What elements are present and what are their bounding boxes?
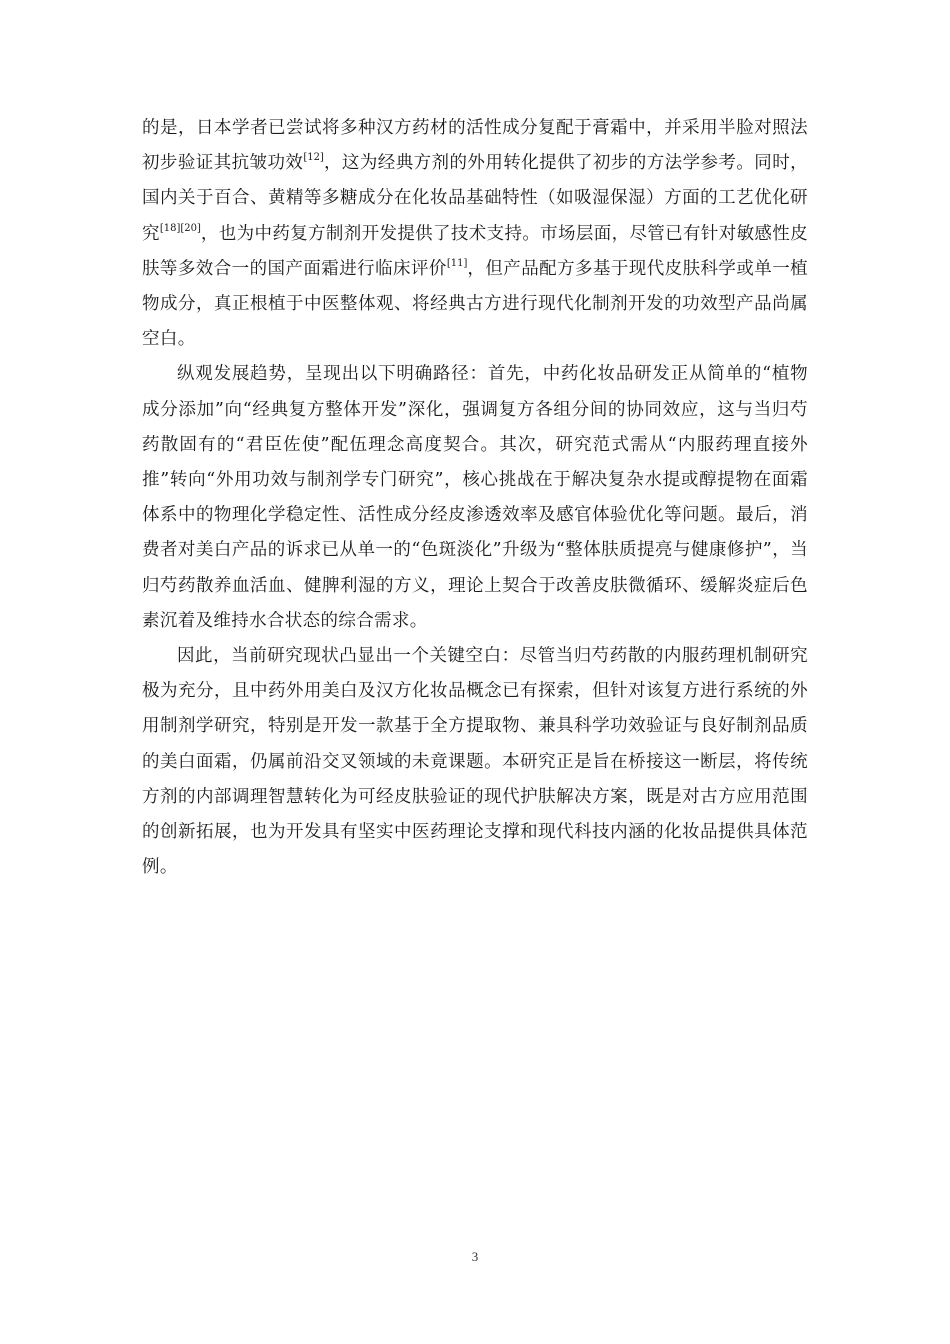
paragraph-2	[142, 357, 808, 639]
paragraph-text: 因此，当前研究现状凸显出一个关键空白：尽管当归芍药散的内服药理机制研究极为充分，且中药外用美白及汉方化妆品概念已有探索，但针对该复方进行系统的外用制剂学研究，特别是开发一款基于全方提取物、兼具科学功效验证与良好制剂品质的美白面霜，仍属前沿交叉领域的未竟课题。本研究正是旨在桥接这一断层，将传统方剂的内部调理智慧转化为可经皮肤验证的现代护肤解决方案，既是对古方应用范围的创新拓展，也为开发具有坚实中医药理论支撑和现代科技内涵的化妆品提供具体范例。	[142, 646, 808, 878]
paragraph-text: 纵观发展趋势，呈现出以下明确路径：首先，中药化妆品研发正从简单的“植物成分添加”向“经典复方整体开发”深化，强调复方各组分间的协同效应，这与当归芍药散固有的“君臣佐使”配伍理念高度契合。其次，研究范式需从“内服药理直接外推”转向“外用功效与制剂学专门研究”，核心挑战在于解决复杂水提或醇提物在面霜体系中的物理化学稳定性、活性成分经皮渗透效率及感官体验优化等问题。最后，消费者对美白产品的诉求已从单一的“色斑淡化”升级为“整体肤质提亮与健康修护”，当归芍药散养血活血、健脾利湿的方义，理论上契合于改善皮肤微循环、缓解炎症后色素沉着及维持水合状态的综合需求。	[142, 364, 808, 631]
citation-ref: [11]	[446, 257, 468, 269]
citation-ref: [18][20]	[159, 222, 201, 234]
paragraph-text: ，但产品配方多基于现代皮肤科学或单一植物成分，真正根植于中医整体观、将经典古方进行现代化制剂开发的功效型产品尚属空白。	[142, 258, 809, 350]
body-text	[142, 111, 808, 885]
paragraph-text: 的是，日本学者已尝试将多种汉方药材的活性成分复配于膏霜中，并采用半脸对照法初步验证其抗皱功效	[142, 118, 808, 174]
page-number: 3	[471, 1249, 479, 1264]
paragraph-1	[142, 111, 808, 357]
paragraph-3	[142, 639, 808, 885]
paragraph-text: ，这为经典方剂的外用转化提供了初步的方法学参考。同时，国内关于百合、黄精等多糖成分在化妆品基础特性（如吸湿保湿）方面的工艺优化研究	[142, 153, 808, 244]
paragraph-text: ，也为中药复方制剂开发提供了技术支持。市场层面，尽管已有针对敏感性皮肤等多效合一的国产面霜进行临床评价	[142, 223, 808, 279]
citation-ref: [12]	[303, 152, 324, 164]
